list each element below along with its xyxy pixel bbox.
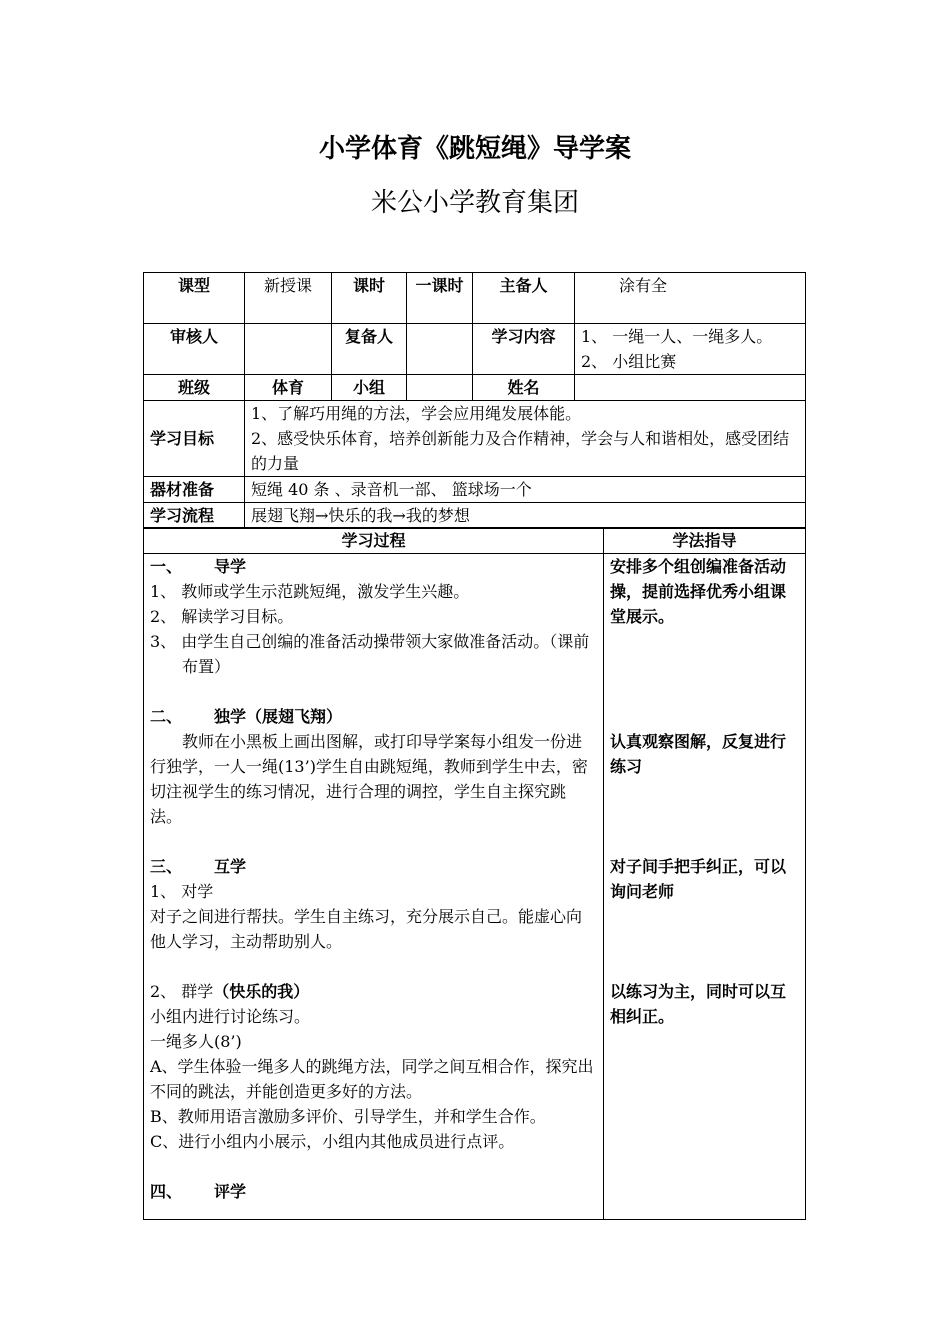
guide-body <box>604 554 806 1220</box>
document-subtitle: 米公小学教育集团 <box>370 188 579 218</box>
section-3-line: C、进行小组内小展示，小组内其他成员进行点评。 <box>150 1132 515 1151</box>
guide-header: 学法指导 <box>604 528 806 554</box>
section-3-heading: 三、 互学 <box>150 857 247 876</box>
period-label: 课时 <box>332 273 407 324</box>
flow-label: 学习流程 <box>144 503 245 529</box>
guide-note: 对子间手把手纠正，可以询问老师 <box>610 857 787 901</box>
guide-note: 认真观察图解，反复进行练习 <box>610 732 787 776</box>
goal-item: 1、了解巧用绳的方法，学会应用绳发展体能。 <box>251 404 582 423</box>
section-2-text: 教师在小黑板上画出图解，或打印导学案每小组发一份进行独学，一人一绳(13’)学生自由跳短绳，教师到学生中去，密切注视学生的练习情况，进行合理的调控，学生自主探究跳法。 <box>150 732 588 826</box>
section-3-line: B、教师用语言激励多评价、引导学生，并和学生合作。 <box>150 1107 546 1126</box>
preparer-label: 主备人 <box>473 273 575 324</box>
course-type-value: 新授课 <box>245 273 332 324</box>
goal-item: 2、感受快乐体育，培养创新能力及合作精神，学会与人和谐相处，感受团结的力量 <box>251 429 790 473</box>
guide-note: 安排多个组创编准备活动操，提前选择优秀小组课堂展示。 <box>610 557 787 626</box>
section-3-sub2: 2、 群学（快乐的我） <box>150 982 310 1001</box>
course-type-label: 课型 <box>144 273 245 324</box>
process-body <box>144 554 604 1220</box>
co-preparer-value <box>407 324 473 375</box>
content-label: 学习内容 <box>473 324 575 375</box>
section-2-heading: 二、 独学（展翅飞翔） <box>150 707 343 726</box>
content-item: 1、 一绳一人、一绳多人。 <box>581 327 773 346</box>
section-3-sub1-text: 对子之间进行帮扶。学生自主练习，充分展示自己。能虚心向他人学习，主动帮助别人。 <box>150 907 583 951</box>
period-value: 一课时 <box>407 273 473 324</box>
section-1-heading: 一、 导学 <box>150 557 247 576</box>
name-value <box>575 375 806 401</box>
process-table <box>143 527 806 1220</box>
section-3-line: 小组内进行讨论练习。 <box>150 1007 311 1026</box>
section-1-item: 3、 由学生自己创编的准备活动操带领大家做准备活动。（课前布置） <box>150 632 590 676</box>
section-1-item: 2、 解读学习目标。 <box>150 607 294 626</box>
document-title: 小学体育《跳短绳》导学案 <box>318 134 631 164</box>
preparer-value: 涂有全 <box>575 273 806 324</box>
class-value: 体育 <box>245 375 332 401</box>
goals-label: 学习目标 <box>144 401 245 477</box>
section-3-sub1: 1、 对学 <box>150 882 214 901</box>
section-3-line: 一绳多人(8’) <box>150 1032 242 1051</box>
reviewer-value <box>245 324 332 375</box>
goals-value <box>245 401 806 477</box>
process-header: 学习过程 <box>144 528 604 554</box>
flow-value: 展翅飞翔→快乐的我→我的梦想 <box>245 503 806 529</box>
group-value <box>407 375 473 401</box>
group-label: 小组 <box>332 375 407 401</box>
equipment-value: 短绳 40 条 、录音机一部、 篮球场一个 <box>245 477 806 503</box>
section-4-heading: 四、 评学 <box>150 1182 247 1201</box>
co-preparer-label: 复备人 <box>332 324 407 375</box>
equipment-label: 器材准备 <box>144 477 245 503</box>
section-1-item: 1、 教师或学生示范跳短绳，激发学生兴趣。 <box>150 582 470 601</box>
content-item: 2、 小组比赛 <box>581 352 677 371</box>
name-label: 姓名 <box>473 375 575 401</box>
section-3-line: A、学生体验一绳多人的跳绳方法，同学之间互相合作，探究出不同的跳法，并能创造更多好的方法。 <box>150 1057 594 1101</box>
reviewer-label: 审核人 <box>144 324 245 375</box>
guide-note: 以练习为主，同时可以互相纠正。 <box>610 982 787 1026</box>
info-table <box>143 272 806 529</box>
content-value <box>575 324 806 375</box>
class-label: 班级 <box>144 375 245 401</box>
